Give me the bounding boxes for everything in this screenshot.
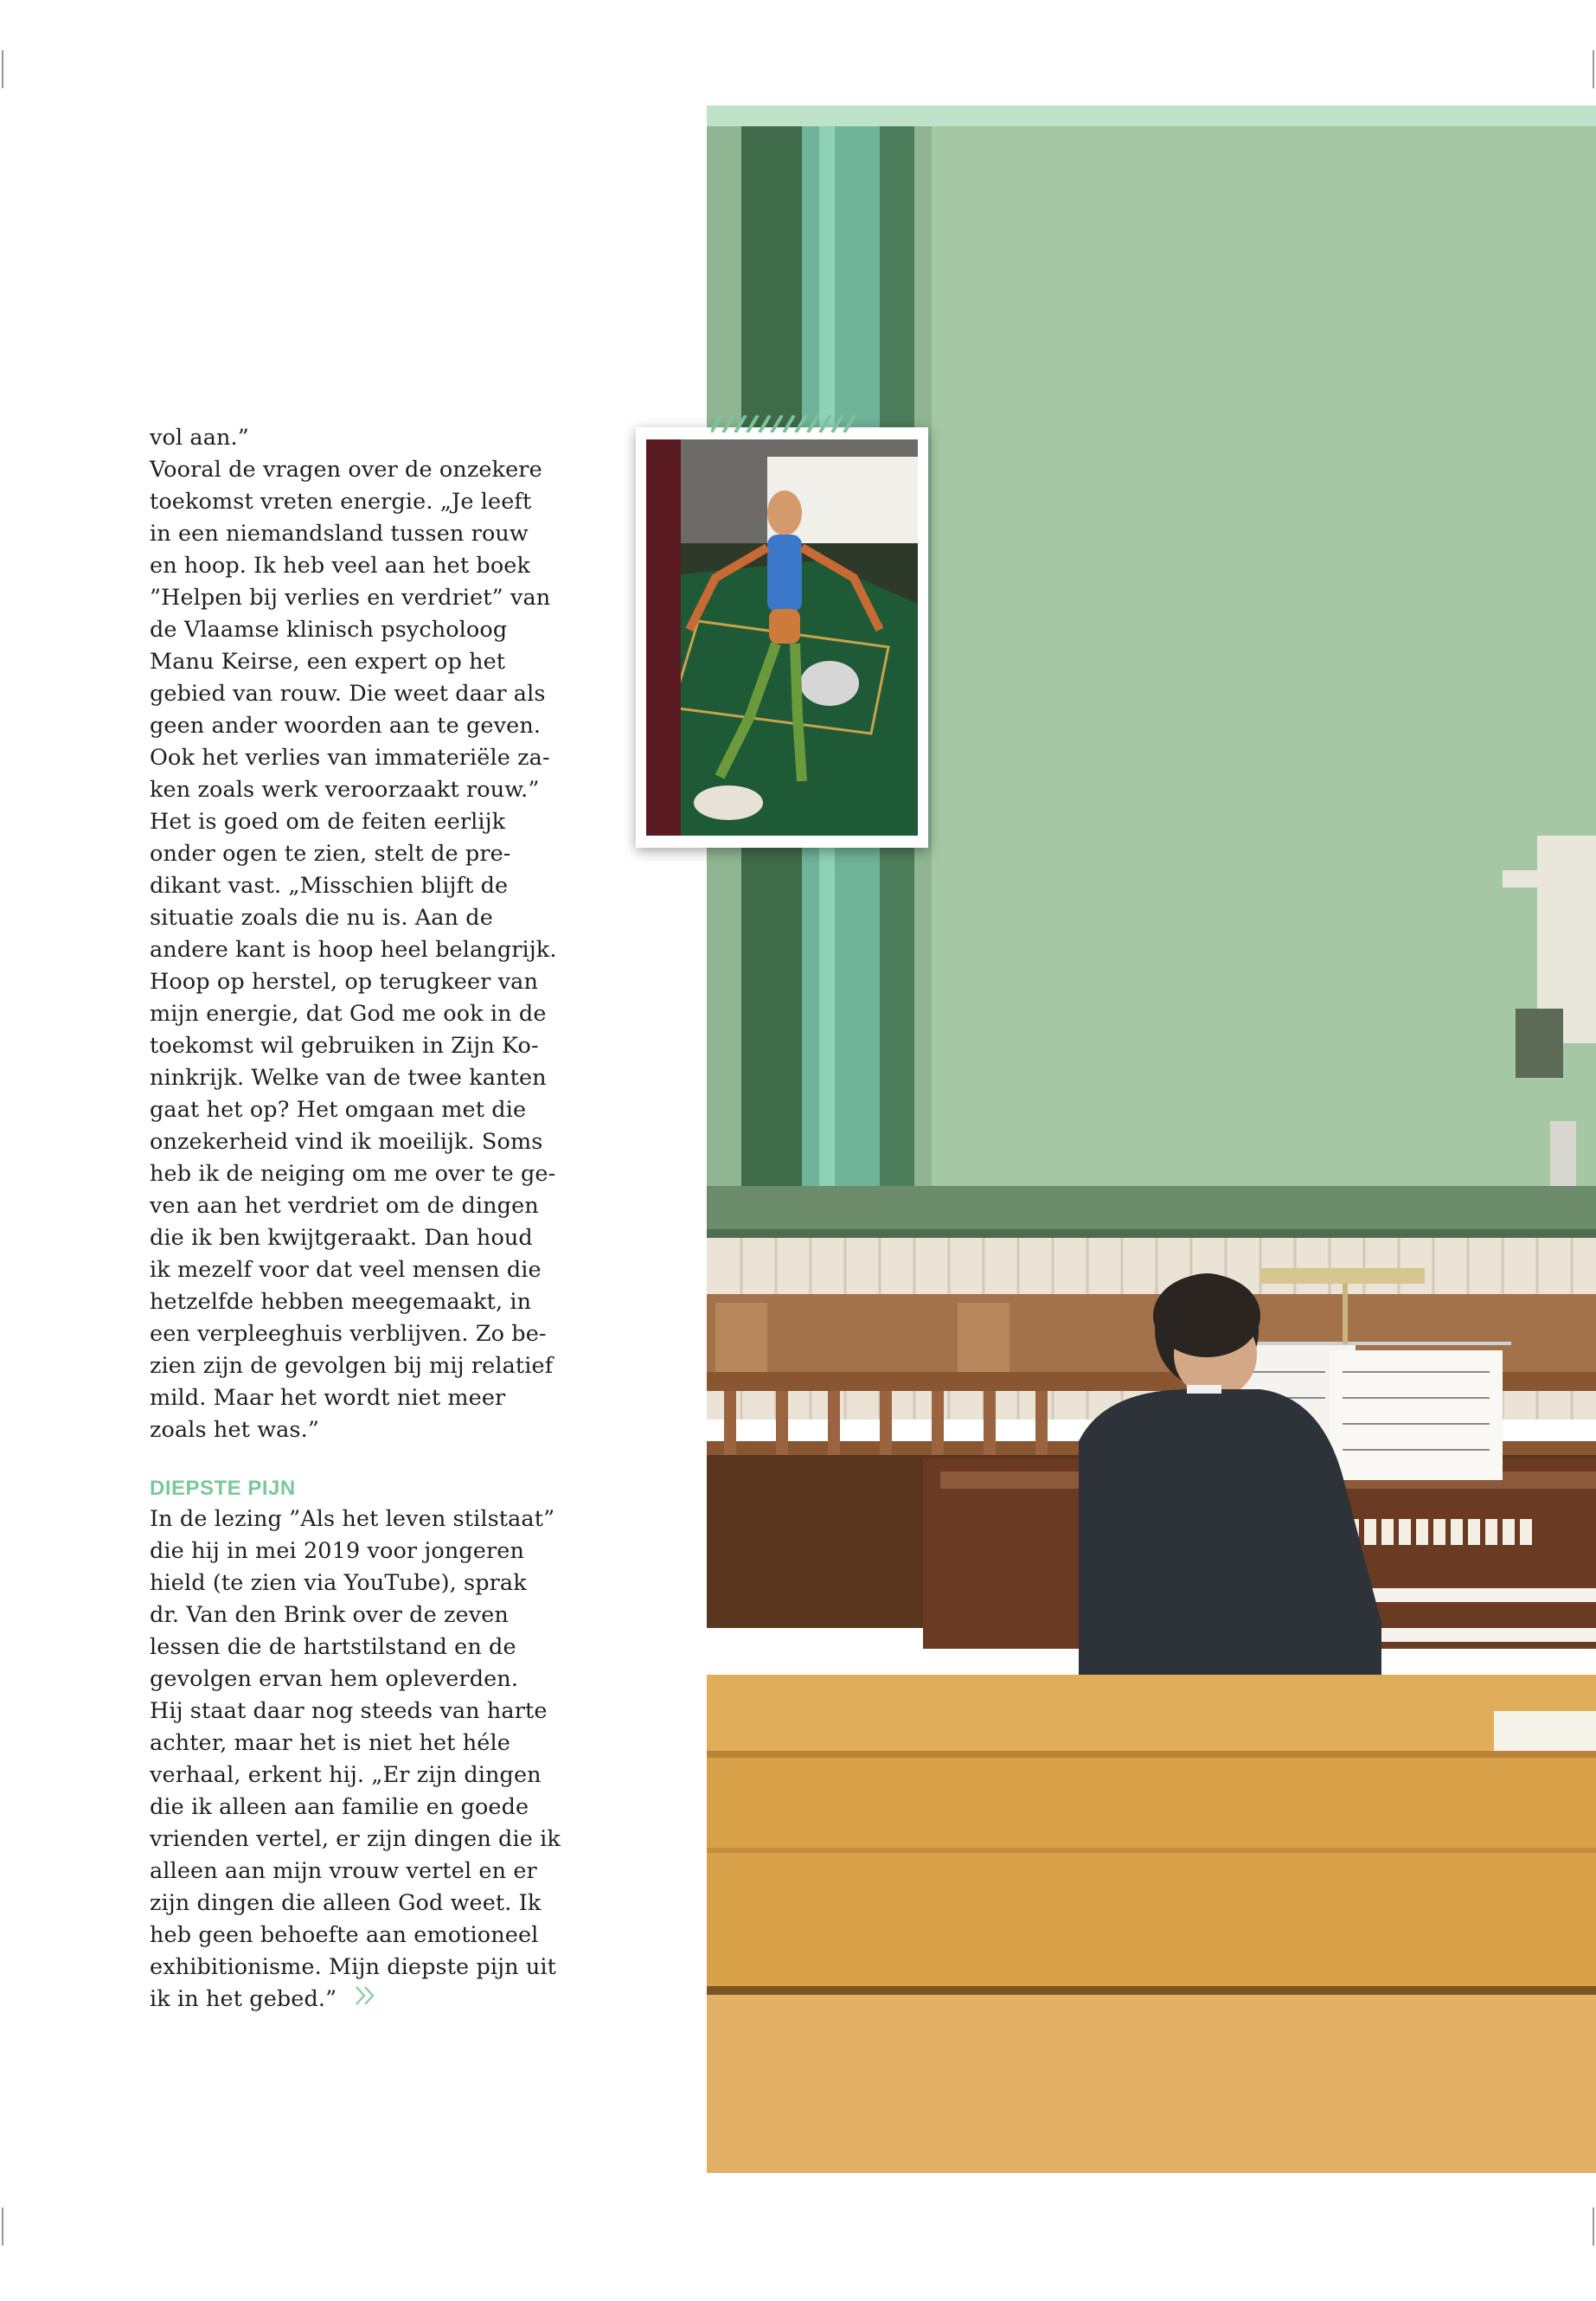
crop-mark-top-right (1593, 50, 1594, 88)
article-paragraph: vol aan.” Vooral de vragen over de onzekere toekomst vreten energie. „Je leeft in een niemandsland tussen rouw en hoop. Ik heb veel aan het boek ”Helpen bij verlies en verdriet” van de Vlaamse klinisch psycholoog Manu Keirse, een expert op het gebied van rouw. Die weet daar als geen ander woorden aan te geven. Ook het verlies van immateriële za- ken zoals werk veroorzaakt rouw.” Het is goed om de feiten eerlijk onder ogen te zien, stelt de pre- dikant vast. „Misschien blijft de situatie zoals die nu is. Aan de andere kant is hoop heel belangrijk. Hoop op herstel, op terugkeer van mijn energie, dat God me ook in de toekomst wil gebruiken in Zijn Ko- ninkrijk. Welke van de twee kanten gaat het op? Het omgaan met die onzekerheid vind ik moeilijk. Soms heb ik de neiging om me over te ge- ven aan het verdriet om de dingen die ik ben kwijtgeraakt. Dan houd ik mezelf voor dat veel mensen die hetzelfde hebben meegemaakt, in een verpleeghuis verblijven. Zo be- zien zijn de gevolgen bij mij relatief mild. Maar het wordt niet meer zoals het was.” (150, 425, 557, 1443)
hatch-decoration (711, 415, 858, 433)
inset-photo-frame (636, 427, 928, 848)
crop-mark-top-left (2, 50, 3, 88)
inset-photo (646, 439, 918, 836)
closing-paragraph (150, 1503, 574, 2016)
photo-top-band (707, 106, 1596, 126)
section-heading: DIEPSTE PIJN (150, 1477, 296, 1500)
article-column (150, 422, 574, 2016)
crop-mark-bottom-left (2, 2208, 3, 2246)
double-chevron-right-icon (354, 1984, 378, 2016)
closing-text: In de lezing ”Als het leven stilstaat” die hij in mei 2019 voor jongeren hield (te zien via YouTube), sprak dr. Van den Brink over de zeven lessen die de hartstilstand en de gevolgen ervan hem opleverden. Hij staat daar nog steeds van harte achter, maar het is niet het héle verhaal, erkent hij. „Er zijn dingen die ik alleen aan familie en goede vrienden vertel, er zijn dingen die ik alleen aan mijn vrouw vertel en er zijn dingen die alleen God weet. Ik heb geen behoefte aan emotioneel exhibitionisme. Mijn diepste pijn uit ik in het gebed.” (150, 1506, 561, 2012)
crop-mark-bottom-right (1593, 2208, 1594, 2246)
